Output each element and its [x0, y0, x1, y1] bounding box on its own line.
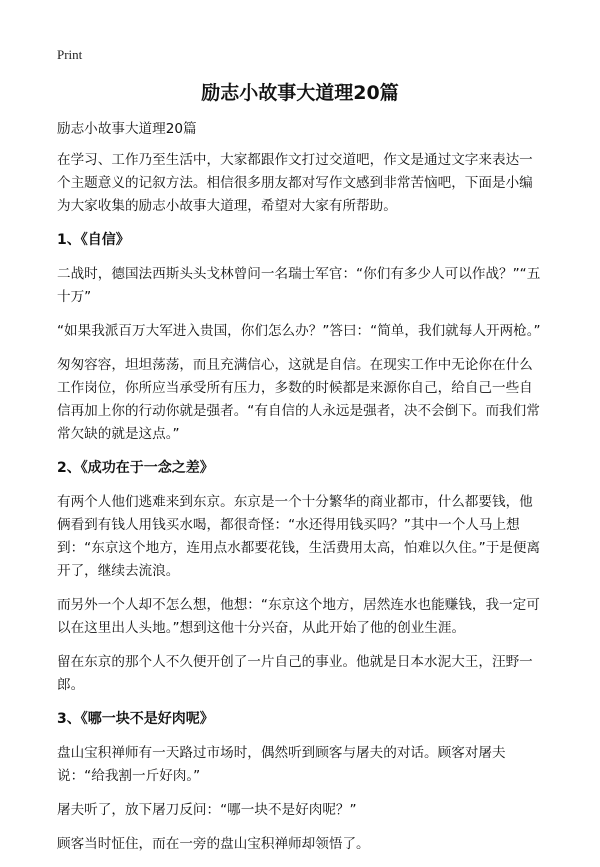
- paragraph: 留在东京的那个人不久便开创了一片自己的事业。他就是日本水泥大王，汪野一郎。: [57, 654, 533, 693]
- paragraph: 匆匆容容，坦坦荡荡，而且充满信心，这就是自信。在现实工作中无论你在什么工作岗位，你所应当承受所有压力，多数的时候都是来源你自己，给自己一些自信再加上你的行动你就是强者。“有自信的人永远是强者，决不会倒下。而我们常常欠缺的就是这点。”: [57, 357, 540, 442]
- page-title: 励志小故事大道理20篇: [201, 82, 399, 104]
- section-heading-1: 1、《自信》: [57, 232, 130, 248]
- paragraph: 顾客当时怔住，而在一旁的盘山宝积禅师却领悟了。: [57, 836, 370, 852]
- intro-paragraph: 在学习、工作乃至生活中，大家都跟作文打过交道吧，作文是通过文字来表达一个主题意义的记叙方法。相信很多朋友都对写作文感到非常苦恼吧，下面是小编为大家收集的励志小故事大道理，希望对大家有所帮助。: [57, 152, 533, 214]
- article-body: [57, 118, 545, 867]
- paragraph: 盘山宝积禅师有一天路过市场时，偶然听到顾客与屠夫的对话。顾客对屠夫说：“给我割一斤好肉。”: [57, 745, 506, 784]
- section-heading-2: 2、《成功在于一念之差》: [57, 460, 214, 476]
- paragraph: 而另外一个人却不怎么想，他想：“东京这个地方，居然连水也能赚钱，我一定可以在这里出人头地。”想到这他十分兴奋，从此开始了他的创业生涯。: [57, 597, 540, 636]
- paragraph: 屠夫听了，放下屠刀反问：“哪一块不是好肉呢？”: [57, 802, 357, 818]
- section-heading-3: 3、《哪一块不是好肉呢》: [57, 711, 214, 727]
- paragraph: 二战时，德国法西斯头头戈林曾问一名瑞士军官：“你们有多少人可以作战？”“五十万”: [57, 266, 541, 305]
- article-subtitle: 励志小故事大道理20篇: [57, 121, 197, 137]
- paragraph: “如果我派百万大军进入贵国，你们怎么办？”答曰：“简单，我们就每人开两枪。”: [57, 323, 541, 339]
- print-link[interactable]: Print: [57, 47, 83, 62]
- paragraph: 有两个人他们逃难来到东京。东京是一个十分繁华的商业都市，什么都要钱，他俩看到有钱人用钱买水喝，都很奇怪：“水还得用钱买吗？”其中一个人马上想到：“东京这个地方，连用点水都要花钱，生活费用太高，怕难以久住。”于是便离开了，继续去流浪。: [57, 494, 541, 579]
